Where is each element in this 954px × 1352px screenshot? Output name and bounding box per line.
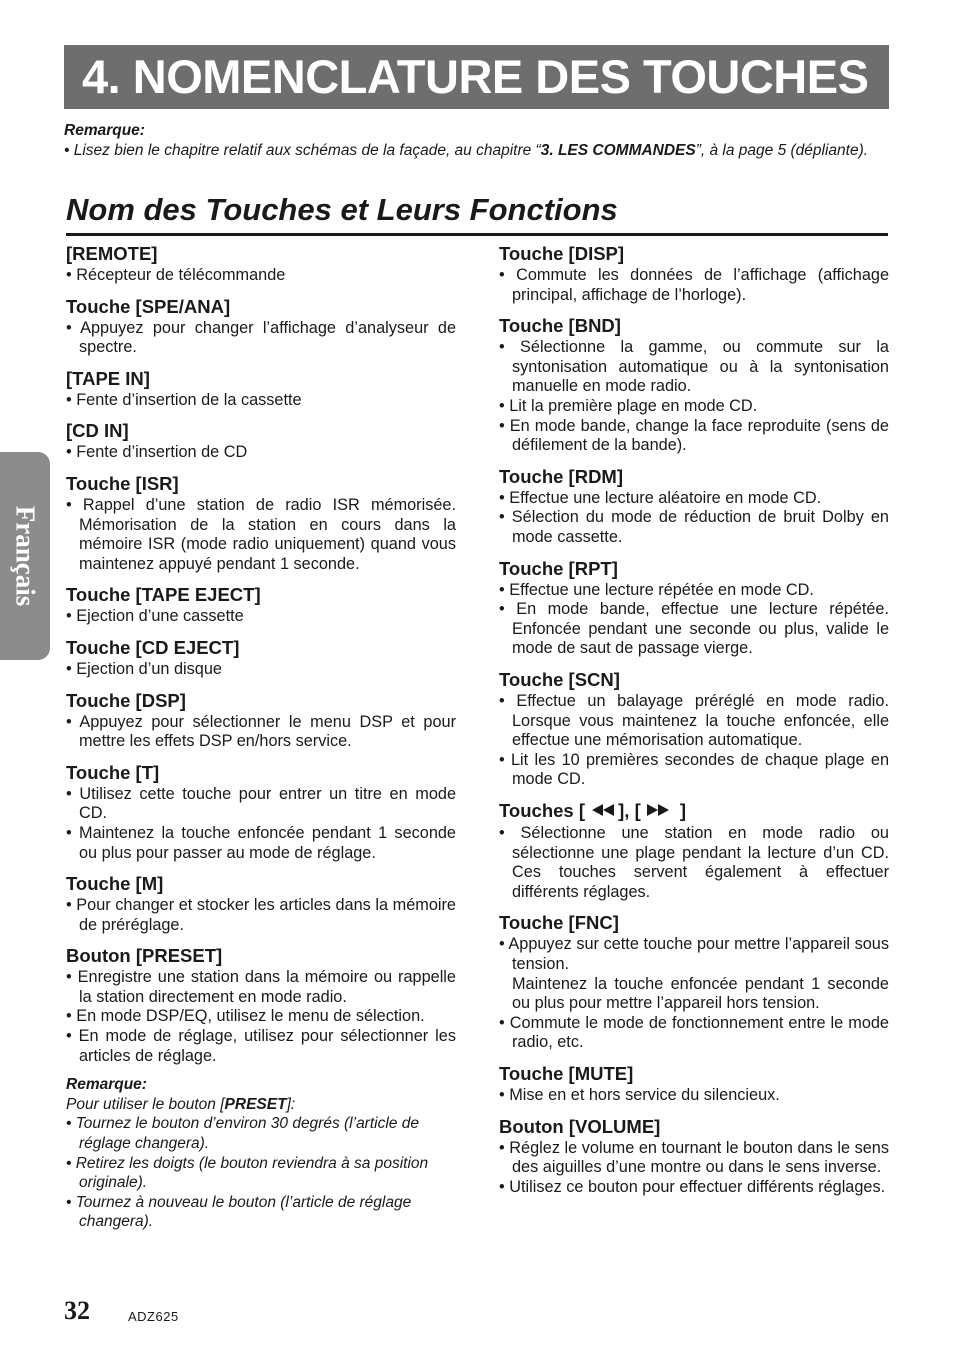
entry (66, 583, 456, 627)
top-remark (64, 121, 890, 161)
entry-title: Touche [SCN] (499, 668, 620, 690)
entry-title: [REMOTE] (66, 243, 158, 264)
bullet-item: • Sélectionne la gamme, ou commute sur la syntonisation automatique ou à la syntonisation manuelle en mode radio. (499, 338, 889, 397)
entry-bullets (66, 319, 456, 358)
entry-bullets (66, 660, 456, 680)
entry-bullets (66, 391, 456, 411)
bullet-item: • Fente d’insertion de CD (66, 443, 456, 463)
entry-bullets (66, 443, 456, 463)
bullet-item: • Effectue une lecture répétée en mode CD. (499, 581, 889, 601)
bullet-item: • Utilisez cette touche pour entrer un titre en mode CD. (66, 785, 456, 824)
remark-bold-reference: 3. LES COMMANDES (540, 142, 696, 159)
bullet-item: • Utilisez ce bouton pour effectuer différents réglages. (499, 1178, 889, 1198)
entry-bullets (66, 713, 456, 752)
section-title: Nom des Touches et Leurs Fonctions (66, 190, 888, 236)
preset-intro-bold: PRESET (224, 1095, 287, 1113)
bullet-item: • Récepteur de télécommande (66, 266, 456, 286)
entry-bullets (499, 692, 889, 790)
seek-title-middle: ], [ (618, 799, 641, 821)
remark-text-before: Lisez bien le chapitre relatif aux schémas de la façade, au chapitre “ (73, 142, 541, 159)
entry-bullets (66, 607, 456, 627)
entry-title: Bouton [PRESET] (66, 945, 223, 967)
entry-title: Touche [DSP] (66, 689, 186, 711)
remark-list-item: • Tournez à nouveau le bouton (l’article de réglage changera). (66, 1193, 456, 1232)
bullet-item: • Fente d’insertion de la cassette (66, 391, 456, 411)
page-number: 32 (64, 1296, 90, 1325)
entry (66, 367, 456, 411)
preset-intro-after: ]: (286, 1095, 296, 1113)
entry-volume (499, 1115, 889, 1198)
entry (66, 689, 456, 752)
entry-mute (499, 1062, 889, 1106)
entry-fnc (499, 911, 889, 1053)
bullet-item: • Pour changer et stocker les articles dans la mémoire de préréglage. (66, 896, 456, 935)
entry-bullets (499, 581, 889, 659)
language-tab (0, 452, 50, 660)
entry-bullets (499, 338, 889, 456)
bullet-item: • Lit la première plage en mode CD. (499, 397, 889, 417)
entry-title: Touche [ISR] (66, 472, 179, 494)
entry-title: Touche [T] (66, 761, 160, 783)
entry-title: Touche [TAPE EJECT] (66, 584, 261, 606)
entry (66, 872, 456, 935)
left-column (66, 242, 456, 1232)
entry (66, 761, 456, 863)
entry (66, 944, 456, 1066)
entry-scn (499, 668, 889, 790)
entry (66, 636, 456, 680)
entry (66, 419, 456, 463)
seek-title-after: ] (674, 799, 687, 821)
entry-disp (499, 242, 889, 305)
bullet-item: • Appuyez pour changer l’affichage d’analyseur de spectre. (66, 319, 456, 358)
chapter-title: 4. NOMENCLATURE DES TOUCHES (82, 50, 869, 103)
bullet-item: • Ejection d’un disque (66, 660, 456, 680)
language-tab-label: Français (10, 505, 41, 607)
entry-title: Touche [MUTE] (499, 1062, 634, 1084)
bullet-item: • Réglez le volume en tournant le bouton dans le sens des aiguilles d’une montre ou dans le sens inverse. (499, 1139, 889, 1178)
bullet-item: • Rappel d’une station de radio ISR mémorisée. Mémorisation de la station en cours dans la mémoire ISR (mode radio uniquement) quand vous maintenez appuyé pendant 1 seconde. (66, 496, 456, 574)
entry-bullets (66, 896, 456, 935)
entry-title (499, 799, 889, 824)
entry-title: Touche [BND] (499, 315, 621, 337)
entry (66, 242, 456, 286)
bullet-item: • Enregistre une station dans la mémoire ou rappelle la station directement en mode radio. (66, 968, 456, 1007)
entry-bullets (66, 968, 456, 1066)
remark-label: Remarque: (64, 122, 145, 139)
entry-bullets (499, 489, 889, 548)
bullet-item: • Lit les 10 premières secondes de chaque plage en mode CD. (499, 751, 889, 790)
bullet-item: • Appuyez sur cette touche pour mettre l’appareil sous tension. (499, 935, 889, 974)
entry-title: Touche [RDM] (499, 465, 623, 487)
entry-title: Touche [DISP] (499, 243, 625, 264)
bullet-item: • En mode bande, effectue une lecture répétée. Enfoncée pendant une seconde ou plus, valide le mode de saut de passage vierge. (499, 600, 889, 659)
entry-title: Touche [CD EJECT] (66, 636, 240, 658)
entry-bullets (66, 266, 456, 286)
preset-remark-intro (66, 1095, 456, 1115)
bullet-item: • Commute les données de l’affichage (affichage principal, affichage de l’horloge). (499, 266, 889, 305)
bullet-item: • Commute le mode de fonctionnement entre le mode radio, etc. (499, 1014, 889, 1053)
entry-bullets (499, 1139, 889, 1198)
bullet-item: • Effectue un balayage préréglé en mode radio. Lorsque vous maintenez la touche enfoncée, elle effectue une mémorisation automatique. (499, 692, 889, 751)
rewind-icon (590, 799, 618, 823)
bullet-item: • Appuyez pour sélectionner le menu DSP et pour mettre les effets DSP en/hors service. (66, 713, 456, 752)
entry-seek (499, 799, 889, 902)
remark-list-item: • Retirez les doigts (le bouton reviendra à sa position originale). (66, 1154, 456, 1193)
left-entries (66, 242, 456, 1066)
remark-text-after: ”, à la page 5 (dépliante). (695, 142, 869, 159)
entry-title: Touche [M] (66, 873, 164, 895)
right-column (499, 242, 889, 1206)
bullet-item: • Mise en et hors service du silencieux. (499, 1086, 889, 1106)
bullet-item: • Sélection du mode de réduction de bruit Dolby en mode cassette. (499, 508, 889, 547)
entry-rpt (499, 557, 889, 659)
entry-bullets (499, 1014, 889, 1053)
entry-bullets (66, 785, 456, 863)
preset-intro-before: Pour utiliser le bouton [ (66, 1095, 225, 1113)
entry-bullets (66, 496, 456, 574)
entry-bullets (499, 1086, 889, 1106)
bullet-item: • En mode de réglage, utilisez pour sélectionner les articles de réglage. (66, 1027, 456, 1066)
entry (66, 472, 456, 574)
preset-remark-label: Remarque: (66, 1076, 147, 1094)
preset-remark-list (66, 1114, 456, 1232)
entry-title: Bouton [VOLUME] (499, 1115, 661, 1137)
entry-title: [TAPE IN] (66, 367, 150, 389)
entry-title: Touche [FNC] (499, 912, 619, 934)
bullet-item: • En mode bande, change la face reproduite (sens de défilement de la bande). (499, 417, 889, 456)
preset-remark (66, 1075, 456, 1232)
bullet-item: • Sélectionne une station en mode radio ou sélectionne une plage pendant la lecture d’un CD. Ces touches servent également à effectuer différents réglages. (499, 824, 889, 902)
bullet-item: • En mode DSP/EQ, utilisez le menu de sélection. (66, 1007, 456, 1027)
entry-bnd (499, 314, 889, 456)
bullet-item: • Effectue une lecture aléatoire en mode CD. (499, 489, 889, 509)
bullet-continuation: Maintenez la touche enfoncée pendant 1 seconde ou plus pour mettre l’appareil hors tension. (512, 974, 889, 1013)
bullet-item: • Maintenez la touche enfoncée pendant 1 seconde ou plus pour passer au mode de réglage. (66, 824, 456, 863)
entry-title: Touche [RPT] (499, 557, 618, 579)
entry (66, 295, 456, 358)
entry-title: Touche [SPE/ANA] (66, 295, 231, 317)
entry-bullets (499, 824, 889, 902)
entry-bullets (499, 266, 889, 305)
model-number: ADZ625 (128, 1309, 179, 1324)
entry-bullets (499, 935, 889, 974)
bullet-item: • Ejection d’une cassette (66, 607, 456, 627)
chapter-title-bar (64, 45, 889, 109)
seek-title-before: Touches [ (499, 799, 591, 821)
remark-item: • Lisez bien le chapitre relatif aux schémas de la façade, au chapitre “3. LES COMMANDES”, à la page 5 (dépliante). (64, 142, 869, 159)
remark-list-item: • Tournez le bouton d’environ 30 degrés (l’article de réglage changera). (66, 1114, 456, 1153)
fast-forward-icon (641, 799, 675, 823)
entry-rdm (499, 465, 889, 548)
entry-title: [CD IN] (66, 420, 129, 442)
